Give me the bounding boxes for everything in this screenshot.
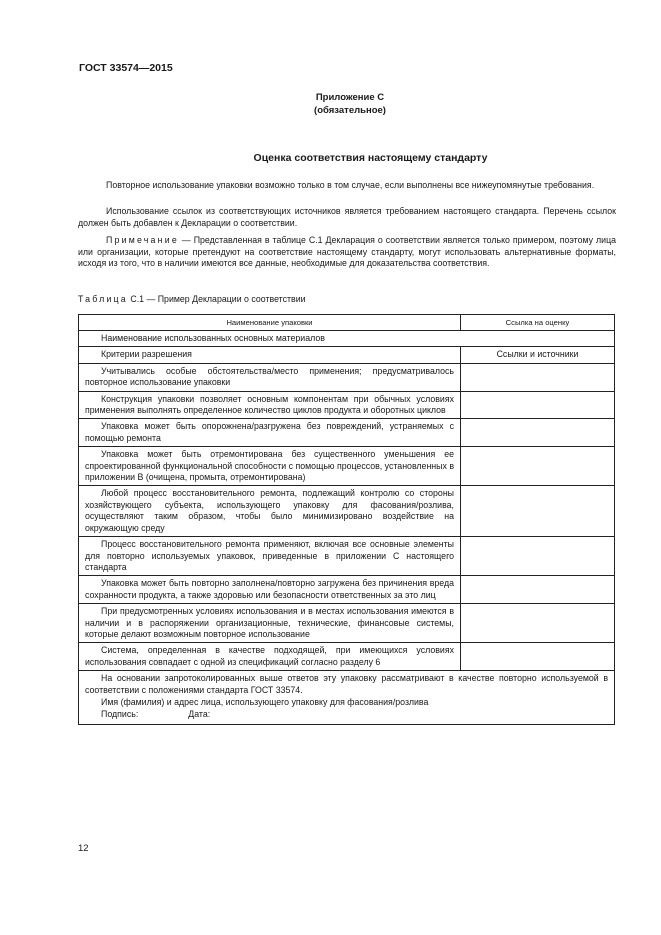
note-text: — Представленная в таблице С.1 Декларация о соответствии является только примером, поэтому лица или организации, которые претендуют на соответствие настоящему стандарту, могут использовать альтернативные форматы, исходя из того, что в наличии имеются все данные, необходимые для доказательства соответствия. <box>78 235 616 269</box>
declaration-table <box>78 314 615 725</box>
criteria-reference-cell: Ссылки и источники <box>461 347 615 363</box>
section-title: Оценка соответствия настоящему стандарту <box>253 152 488 164</box>
row-reference-cell <box>461 447 615 486</box>
row-text-cell <box>79 419 461 447</box>
row-reference-cell <box>461 576 615 604</box>
date-label: Дата: <box>188 709 211 720</box>
row-reference-cell <box>461 391 615 419</box>
row-text-cell <box>79 576 461 604</box>
row-reference-cell <box>461 486 615 537</box>
row-text-cell <box>79 537 461 576</box>
paragraph-2-text: Использование ссылок из соответствующих источников является требованием настоящего стандарта. Перечень ссылок должен быть добавлен к Декларации о соответствии. <box>78 206 616 228</box>
signature-line <box>85 709 608 720</box>
table-row <box>79 537 615 576</box>
row-reference-cell <box>461 604 615 643</box>
conclusion-cell <box>79 671 615 725</box>
row-text: Процесс восстановительного ремонта применяют, включая все основные элементы для повторно используемых упаковок, приведенные в приложении С настоящего стандарта <box>85 539 454 572</box>
materials-text: Наименование использованных основных материалов <box>101 333 325 343</box>
table-row <box>79 391 615 419</box>
paragraph-2 <box>78 206 616 229</box>
table-caption <box>78 294 306 304</box>
criteria-row <box>79 347 615 363</box>
appendix-subtitle: (обязательное) <box>314 105 386 116</box>
appendix-title: Приложение С <box>315 92 385 103</box>
table-row <box>79 604 615 643</box>
row-reference-cell <box>461 363 615 391</box>
row-text-cell <box>79 447 461 486</box>
table-row <box>79 643 615 671</box>
table-row <box>79 447 615 486</box>
row-text: Конструкция упаковки позволяет основным компонентам при обычных условиях применения выполнять определенное количество циклов продукта и оборотных циклов <box>85 393 454 416</box>
paragraph-1-text: Повторное использование упаковки возможно только в том случае, если выполнены все нижеупомянутые требования. <box>106 180 595 190</box>
materials-cell <box>79 331 615 347</box>
row-text-cell <box>79 604 461 643</box>
note <box>78 235 616 270</box>
row-text: Упаковка может быть опорожнена/разгружена без повреждений, устраняемых с помощью ремонта <box>85 421 454 443</box>
row-text: Упаковка может быть повторно заполнена/повторно загружена без причинения вреда сохранности продукта, а также здоровью или безопасности ответственных за это лиц <box>85 578 454 600</box>
paragraph-1 <box>78 180 616 192</box>
table-caption-text: С.1 — Пример Декларации о соответствии <box>127 294 306 304</box>
table-row <box>79 576 615 604</box>
page-number: 12 <box>78 843 89 854</box>
header-assessment-reference: Ссылка на оценку <box>461 315 615 331</box>
row-text: Система, определенная в качестве подходящей, при имеющихся условиях использования совпадает с одной из спецификаций согласно разделу 6 <box>85 645 454 667</box>
row-text: Любой процесс восстановительного ремонта, подлежащий контролю со стороны хозяйствующего субъекта, использующего упаковку для фасования/розлива, осуществляют таким образом, чтобы было минимизировано воздействие на окружающую среду <box>85 488 454 533</box>
conclusion-paragraph <box>85 673 608 696</box>
table-caption-label: Таблица <box>78 294 128 304</box>
row-text: Учитывались особые обстоятельства/место применения; предусматривалось повторное использование упаковки <box>85 365 454 388</box>
row-text-cell <box>79 391 461 419</box>
row-reference-cell <box>461 643 615 671</box>
header-package-name: Наименование упаковки <box>79 315 461 331</box>
row-text-cell <box>79 363 461 391</box>
conclusion-row <box>79 671 615 725</box>
row-text-cell <box>79 486 461 537</box>
row-text: Упаковка может быть отремонтирована без существенного уменьшения ее спроектированной функциональной способности с помощью процессов, установленных в приложении В (очищена, промыта, отремонтирована) <box>85 449 454 483</box>
name-line <box>85 697 608 708</box>
table-row <box>79 363 615 391</box>
appendix-heading <box>0 91 661 117</box>
row-text: При предусмотренных условиях использования и в местах использования имеются в наличии и в распоряжении организационные, технические, финансовые системы, которые делают возможным повторное использование <box>85 606 454 639</box>
row-reference-cell <box>461 419 615 447</box>
conclusion-text: На основании запротоколированных выше ответов эту упаковку рассматривают в качестве повторно используемой в соответствии с положениями стандарта ГОСТ 33574. <box>85 673 608 695</box>
row-text-cell <box>79 643 461 671</box>
criteria-cell <box>79 347 461 363</box>
table-row <box>79 419 615 447</box>
name-line-text: Имя (фамилия) и адрес лица, использующего упаковку для фасования/розлива <box>101 696 429 707</box>
signature-label: Подпись: <box>101 709 139 720</box>
note-label: Примечание <box>106 235 179 245</box>
materials-row <box>79 331 615 347</box>
row-reference-cell <box>461 537 615 576</box>
table-header-row <box>79 315 615 331</box>
criteria-text: Критерии разрешения <box>101 349 192 360</box>
standard-header: ГОСТ 33574—2015 <box>79 62 173 74</box>
table-row <box>79 486 615 537</box>
